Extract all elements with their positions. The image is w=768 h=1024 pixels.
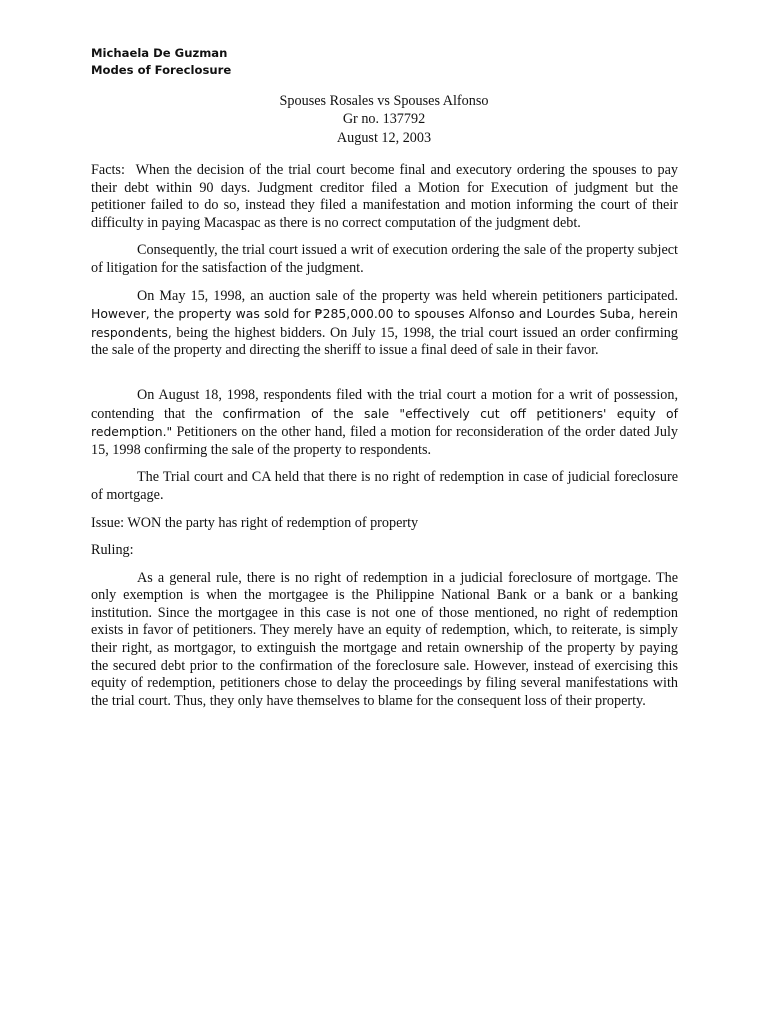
possession-text-3: Petitioners on the other hand, filed a motion for reconsideration of the order dated July 15, 1998 confirming the sale of the property to respondents. xyxy=(91,424,679,458)
case-name: Spouses Rosales vs Spouses Alfonso xyxy=(279,93,489,109)
gr-number: Gr no. 137792 xyxy=(342,111,426,128)
case-title-block xyxy=(91,92,677,147)
ruling-label: Ruling: xyxy=(91,542,134,559)
auction-sale-text-2: However, the property was sold for ₱285,000.00 to spouses Alfonso and Lourdes Suba, herein respondents, xyxy=(91,306,678,340)
auction-sale-text-1: On May 15, 1998, an auction sale of the property was held wherein petitioners participated. xyxy=(137,287,678,304)
ruling-paragraph: As a general rule, there is no right of redemption in a judicial foreclosure of mortgage. The only exemption is when the mortgagee is the Philippine National Bank or a bank or a banking institution. Since the mortgagee in this case is not one of those mentioned, no right of redemption exists in favor of petitioners. They merely have an equity of redemption, which, to reiterate, is simply their right, as mortgagor, to extinguish the mortgage and retain ownership of the property by paying the secured debt prior to the confirmation of the foreclosure sale. However, instead of exercising this equity of redemption, petitioners chose to delay the proceedings by filing several manifestations with the trial court. Thus, they only have themselves to blame for the consequent loss of their property. xyxy=(91,569,678,709)
paragraph-writ-of-possession xyxy=(91,387,678,459)
facts-label: Facts: xyxy=(91,162,125,178)
document-subject: Modes of Foreclosure xyxy=(91,63,232,77)
issue-paragraph: Issue: WON the party has right of redemption of property xyxy=(91,514,419,531)
author-name: Michaela De Guzman xyxy=(91,46,228,60)
possession-text-2: confirmation of the sale "effectively cut off petitioners' equity of redemption." xyxy=(91,405,678,440)
paragraph-auction-sale xyxy=(91,288,678,360)
paragraph-trial-court-ca: The Trial court and CA held that there is no right of redemption in case of judicial foreclosure of mortgage. xyxy=(91,469,678,503)
paragraph-writ-of-execution: Consequently, the trial court issued a writ of execution ordering the sale of the property subject of litigation for the satisfaction of the judgment. xyxy=(91,242,678,276)
document-header xyxy=(91,45,231,79)
possession-text-1: On August 18, 1998, respondents filed with the trial court a motion for a writ of possession, contending that the xyxy=(91,386,678,422)
auction-sale-text-3: being the highest bidders. On July 15, 1998, the trial court issued an order confirming the sale of the property and directing the sheriff to issue a final deed of sale in their favor. xyxy=(91,324,678,359)
document-body xyxy=(91,162,678,720)
facts-text: When the decision of the trial court become final and executory ordering the spouses to pay their debt within 90 days. Judgment creditor filed a Motion for Execution of judgment but the petitioner failed to do so, instead they filed a manifestation and motion informing the court of their difficulty in paying Macaspac as there is no correct computation of the judgment debt. xyxy=(91,162,678,231)
facts-paragraph xyxy=(91,162,678,232)
case-date: August 12, 2003 xyxy=(336,129,432,146)
